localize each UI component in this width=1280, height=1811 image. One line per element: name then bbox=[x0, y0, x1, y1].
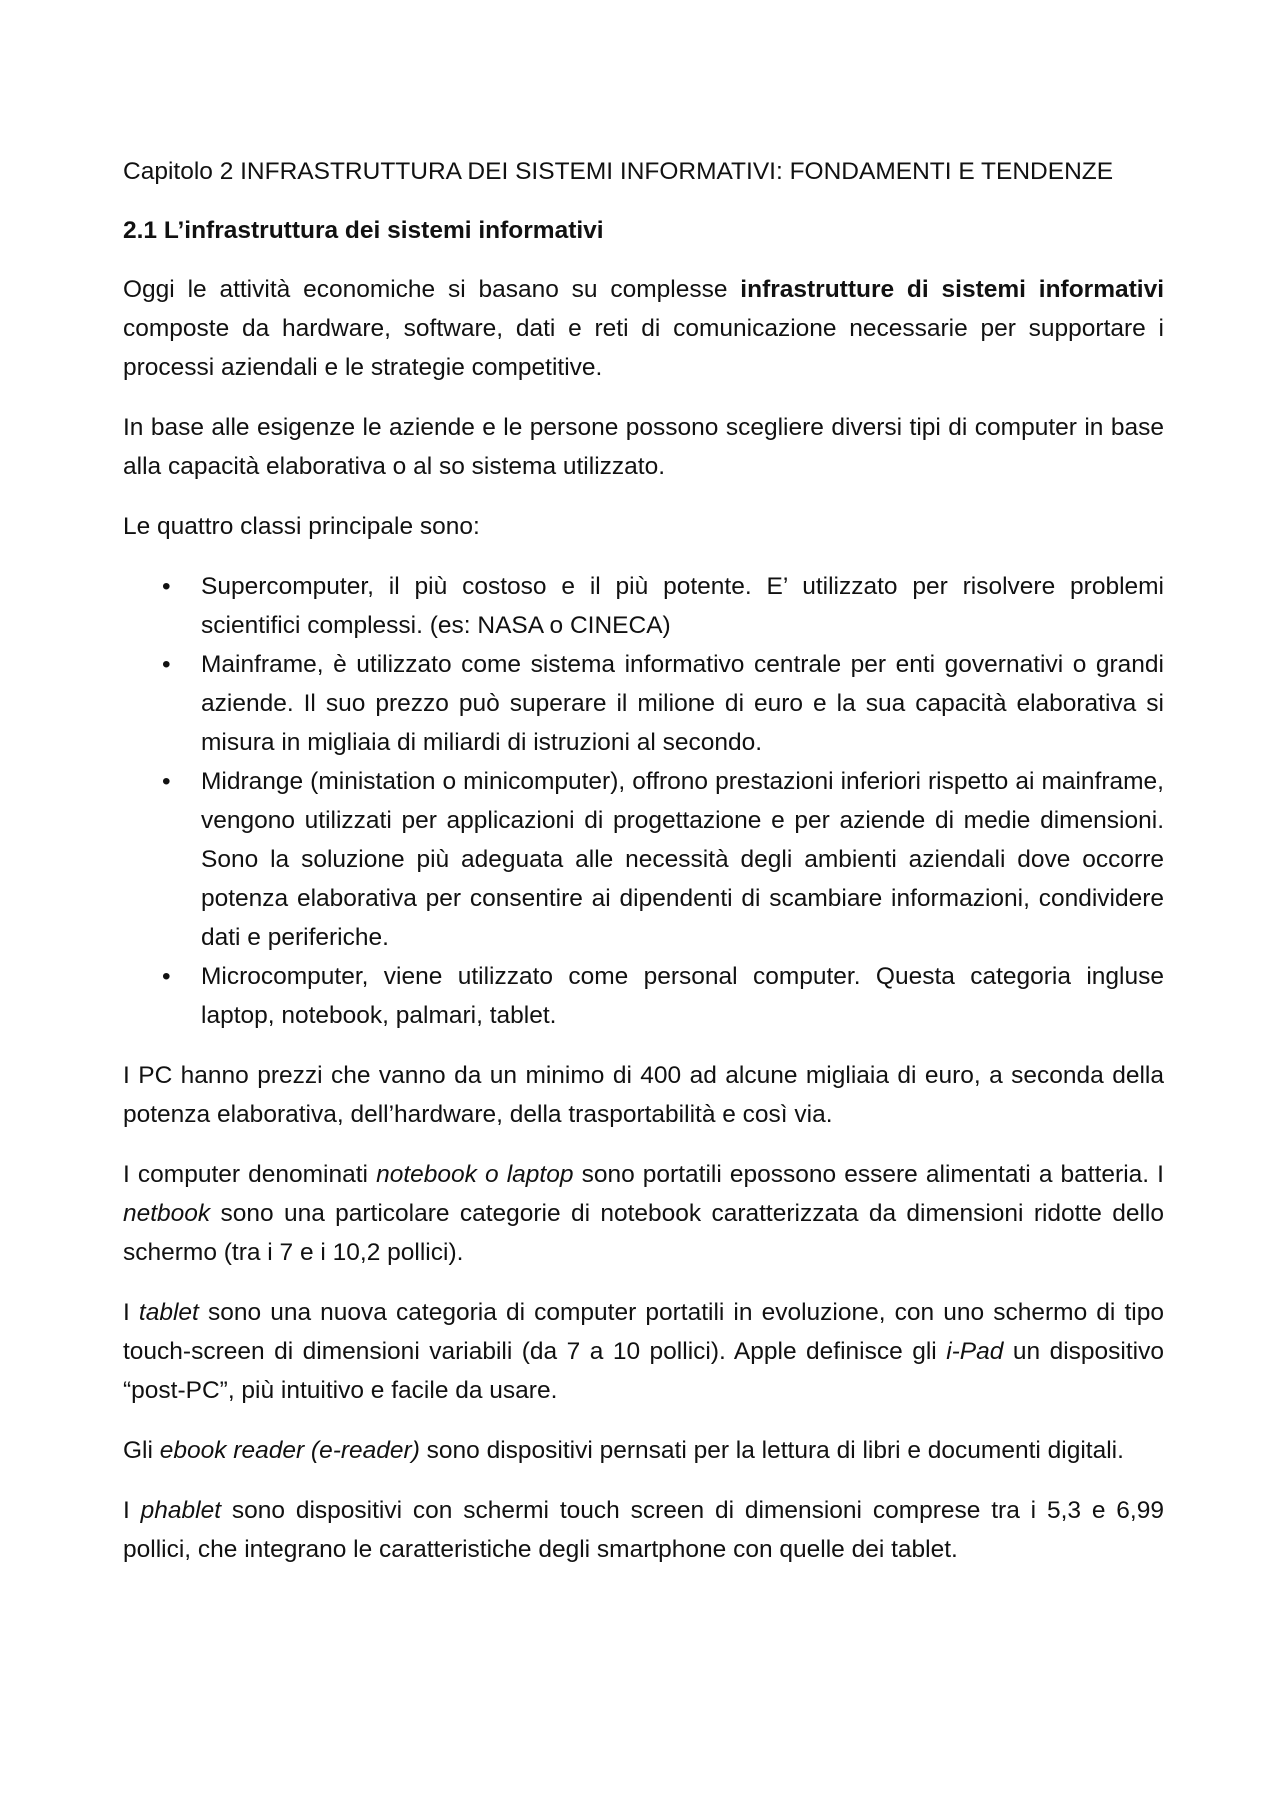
paragraph-notebook bbox=[123, 1155, 1164, 1272]
paragraph-intro bbox=[123, 270, 1164, 387]
paragraph-phablet-text-1: I bbox=[123, 1497, 141, 1524]
chapter-title: Capitolo 2 INFRASTRUTTURA DEI SISTEMI INFORMATIVI: FONDAMENTI E TENDENZE bbox=[123, 158, 1114, 185]
paragraph-tablet-text-3: un dispositivo “post-PC”, più intuitivo e facile da usare. bbox=[123, 1338, 1164, 1404]
paragraph-tablet-italic-2: i-Pad bbox=[946, 1338, 1004, 1365]
bullet-icon: • bbox=[162, 963, 171, 990]
list-item bbox=[123, 957, 1164, 1035]
paragraph-phablet bbox=[123, 1491, 1164, 1569]
paragraph-intro-text-2: composte da hardware, software, dati e reti di comunicazione necessarie per supportare i processi aziendali e le strategie competitive. bbox=[123, 315, 1164, 381]
paragraph-ereader bbox=[123, 1431, 1164, 1470]
paragraph-intro-bold: infrastrutture di sistemi informativi bbox=[740, 276, 1164, 303]
paragraph-tablet-text-1: I bbox=[123, 1299, 139, 1326]
paragraph-computer-types: In base alle esigenze le aziende e le persone possono scegliere diversi tipi di computer in base alla capacità elaborativa o al so sistema utilizzato. bbox=[123, 414, 1164, 480]
paragraph-notebook-italic-1: notebook o laptop bbox=[376, 1161, 574, 1188]
list-item-text: Midrange (ministation o minicomputer), offrono prestazioni inferiori rispetto ai mainframe, vengono utilizzati per applicazioni di progettazione e per aziende di medie dimensioni. Sono la soluzione più adeguata alle necessità degli ambienti aziendali dove occorre potenza elaborativa per consentire ai dipendenti di scambiare informazioni, condividere dati e periferiche. bbox=[201, 768, 1164, 951]
paragraph-intro-text-1: Oggi le attività economiche si basano su complesse bbox=[123, 276, 741, 303]
list-item-text: Microcomputer, viene utilizzato come personal computer. Questa categoria ingluse laptop, notebook, palmari, tablet. bbox=[201, 963, 1164, 1029]
list-item bbox=[123, 645, 1164, 762]
bullet-icon: • bbox=[162, 768, 171, 795]
paragraph-pc-prices: I PC hanno prezzi che vanno da un minimo di 400 ad alcune migliaia di euro, a seconda della potenza elaborativa, dell’hardware, della trasportabilità e così via. bbox=[123, 1062, 1164, 1128]
paragraph-phablet-italic: phablet bbox=[140, 1497, 222, 1524]
paragraph-ereader-text-2: sono dispositivi pernsati per la lettura di libri e documenti digitali. bbox=[419, 1437, 1124, 1464]
bullet-icon: • bbox=[162, 651, 171, 678]
list-item bbox=[123, 567, 1164, 645]
paragraph-tablet-text-2: sono una nuova categoria di computer portatili in evoluzione, con uno schermo di tipo touch-screen di dimensioni variabili (da 7 a 10 pollici). Apple definisce gli bbox=[123, 1299, 1164, 1365]
list-item bbox=[123, 762, 1164, 957]
paragraph-notebook-italic-2: netbook bbox=[123, 1200, 211, 1227]
list-item-text: Mainframe, è utilizzato come sistema informativo centrale per enti governativi o grandi aziende. Il suo prezzo può superare il milione di euro e la sua capacità elaborativa si misura in migliaia di miliardi di istruzioni al secondo. bbox=[201, 651, 1164, 756]
paragraph-tablet-italic-1: tablet bbox=[138, 1299, 199, 1326]
bullet-icon: • bbox=[162, 573, 171, 600]
paragraph-ereader-text-1: Gli bbox=[123, 1437, 160, 1464]
paragraph-ereader-italic: ebook reader (e-reader) bbox=[159, 1437, 420, 1464]
paragraph-tablet bbox=[123, 1293, 1164, 1410]
paragraph-notebook-text-3: sono una particolare categorie di notebook caratterizzata da dimensioni ridotte dello schermo (tra i 7 e i 10,2 pollici). bbox=[123, 1200, 1164, 1266]
paragraph-notebook-text-1: I computer denominati bbox=[123, 1161, 377, 1188]
section-title: 2.1 L’infrastruttura dei sistemi informativi bbox=[123, 217, 604, 244]
paragraph-phablet-text-2: sono dispositivi con schermi touch screen di dimensioni comprese tra i 5,3 e 6,99 pollici, che integrano le caratteristiche degli smartphone con quelle dei tablet. bbox=[123, 1497, 1164, 1563]
paragraph-four-classes: Le quattro classi principale sono: bbox=[123, 513, 480, 540]
computer-classes-list bbox=[123, 567, 1164, 1035]
list-item-text: Supercomputer, il più costoso e il più potente. E’ utilizzato per risolvere problemi scientifici complessi. (es: NASA o CINECA) bbox=[201, 573, 1164, 639]
paragraph-notebook-text-2: sono portatili epossono essere alimentati a batteria. I bbox=[573, 1161, 1164, 1188]
